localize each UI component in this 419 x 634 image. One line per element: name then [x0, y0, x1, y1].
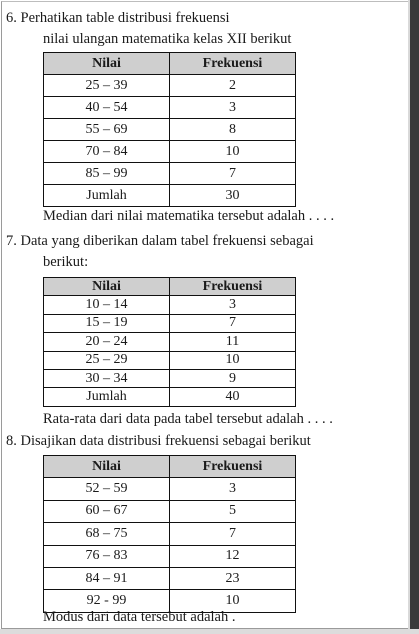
cell-nilai: 55 – 69 — [44, 119, 170, 141]
q7-question: Rata-rata dari data pada tabel tersebut adalah . . . . — [43, 411, 333, 427]
cell-frekuensi: 7 — [170, 314, 296, 332]
q6-heading: 6. Perhatikan table distribusi frekuensi — [6, 10, 230, 26]
cell-nilai: 30 – 34 — [44, 369, 170, 387]
cell-frekuensi: 7 — [170, 163, 296, 185]
table-row — [44, 314, 296, 332]
cell-frekuensi: 23 — [170, 567, 296, 589]
table-row — [44, 141, 296, 163]
header-nilai: Nilai — [44, 278, 170, 296]
cell-nilai: 25 – 29 — [44, 351, 170, 369]
cell-nilai: 15 – 19 — [44, 314, 170, 332]
q7-frequency-table — [43, 277, 296, 407]
table-row — [44, 478, 296, 500]
table-row — [44, 500, 296, 522]
q6-subheading: nilai ulangan matematika kelas XII berikut — [43, 31, 292, 47]
q8-frequency-table — [43, 455, 296, 613]
q6-question: Median dari nilai matematika tersebut adalah . . . . — [43, 208, 335, 224]
cell-nilai: 40 – 54 — [44, 97, 170, 119]
table-header-row — [44, 456, 296, 478]
cell-frekuensi: 3 — [170, 478, 296, 500]
page-edge-shadow — [410, 0, 419, 634]
q7-heading: 7. Data yang diberikan dalam tabel frekuensi sebagai — [6, 233, 314, 249]
cell-nilai: 10 – 14 — [44, 296, 170, 314]
table-row — [44, 523, 296, 545]
page-bottom-edge — [0, 629, 419, 634]
cell-nilai: 85 – 99 — [44, 163, 170, 185]
table-row — [44, 163, 296, 185]
table-row — [44, 567, 296, 589]
q7-subheading: berikut: — [43, 254, 89, 270]
cell-nilai: 20 – 24 — [44, 333, 170, 351]
cell-nilai: 76 – 83 — [44, 545, 170, 567]
table-header-row — [44, 278, 296, 296]
cell-frekuensi: 10 — [170, 351, 296, 369]
cell-nilai: 25 – 39 — [44, 75, 170, 97]
cell-nilai: 68 – 75 — [44, 523, 170, 545]
cell-frekuensi: 8 — [170, 119, 296, 141]
header-frekuensi: Frekuensi — [170, 278, 296, 296]
header-frekuensi: Frekuensi — [170, 456, 296, 478]
cell-nilai: 52 – 59 — [44, 478, 170, 500]
cell-frekuensi: 3 — [170, 296, 296, 314]
cell-frekuensi: 11 — [170, 333, 296, 351]
header-frekuensi: Frekuensi — [170, 53, 296, 75]
table-total-row — [44, 388, 296, 406]
header-nilai: Nilai — [44, 53, 170, 75]
table-row — [44, 369, 296, 387]
table-row — [44, 351, 296, 369]
table-row — [44, 75, 296, 97]
cell-nilai: 92 - 99 — [44, 590, 170, 612]
header-nilai: Nilai — [44, 456, 170, 478]
q6-frequency-table — [43, 52, 296, 207]
table-total-row — [44, 185, 296, 207]
table-row — [44, 296, 296, 314]
cell-jumlah-label: Jumlah — [44, 388, 170, 406]
cell-jumlah-label: Jumlah — [44, 185, 170, 207]
cell-frekuensi: 12 — [170, 545, 296, 567]
cell-nilai: 60 – 67 — [44, 500, 170, 522]
table-row — [44, 545, 296, 567]
cell-frekuensi: 9 — [170, 369, 296, 387]
table-row — [44, 119, 296, 141]
cell-jumlah-value: 30 — [170, 185, 296, 207]
cell-nilai: 84 – 91 — [44, 567, 170, 589]
q8-question: Modus dari data tersebut adalah . — [43, 609, 236, 625]
cell-frekuensi: 2 — [170, 75, 296, 97]
table-header-row — [44, 53, 296, 75]
cell-jumlah-value: 40 — [170, 388, 296, 406]
cell-frekuensi: 5 — [170, 500, 296, 522]
cell-frekuensi: 3 — [170, 97, 296, 119]
cell-frekuensi: 10 — [170, 141, 296, 163]
table-row — [44, 97, 296, 119]
cell-frekuensi: 10 — [170, 590, 296, 612]
table-row — [44, 333, 296, 351]
cell-nilai: 70 – 84 — [44, 141, 170, 163]
cell-frekuensi: 7 — [170, 523, 296, 545]
q8-heading: 8. Disajikan data distribusi frekuensi sebagai berikut — [6, 433, 311, 449]
